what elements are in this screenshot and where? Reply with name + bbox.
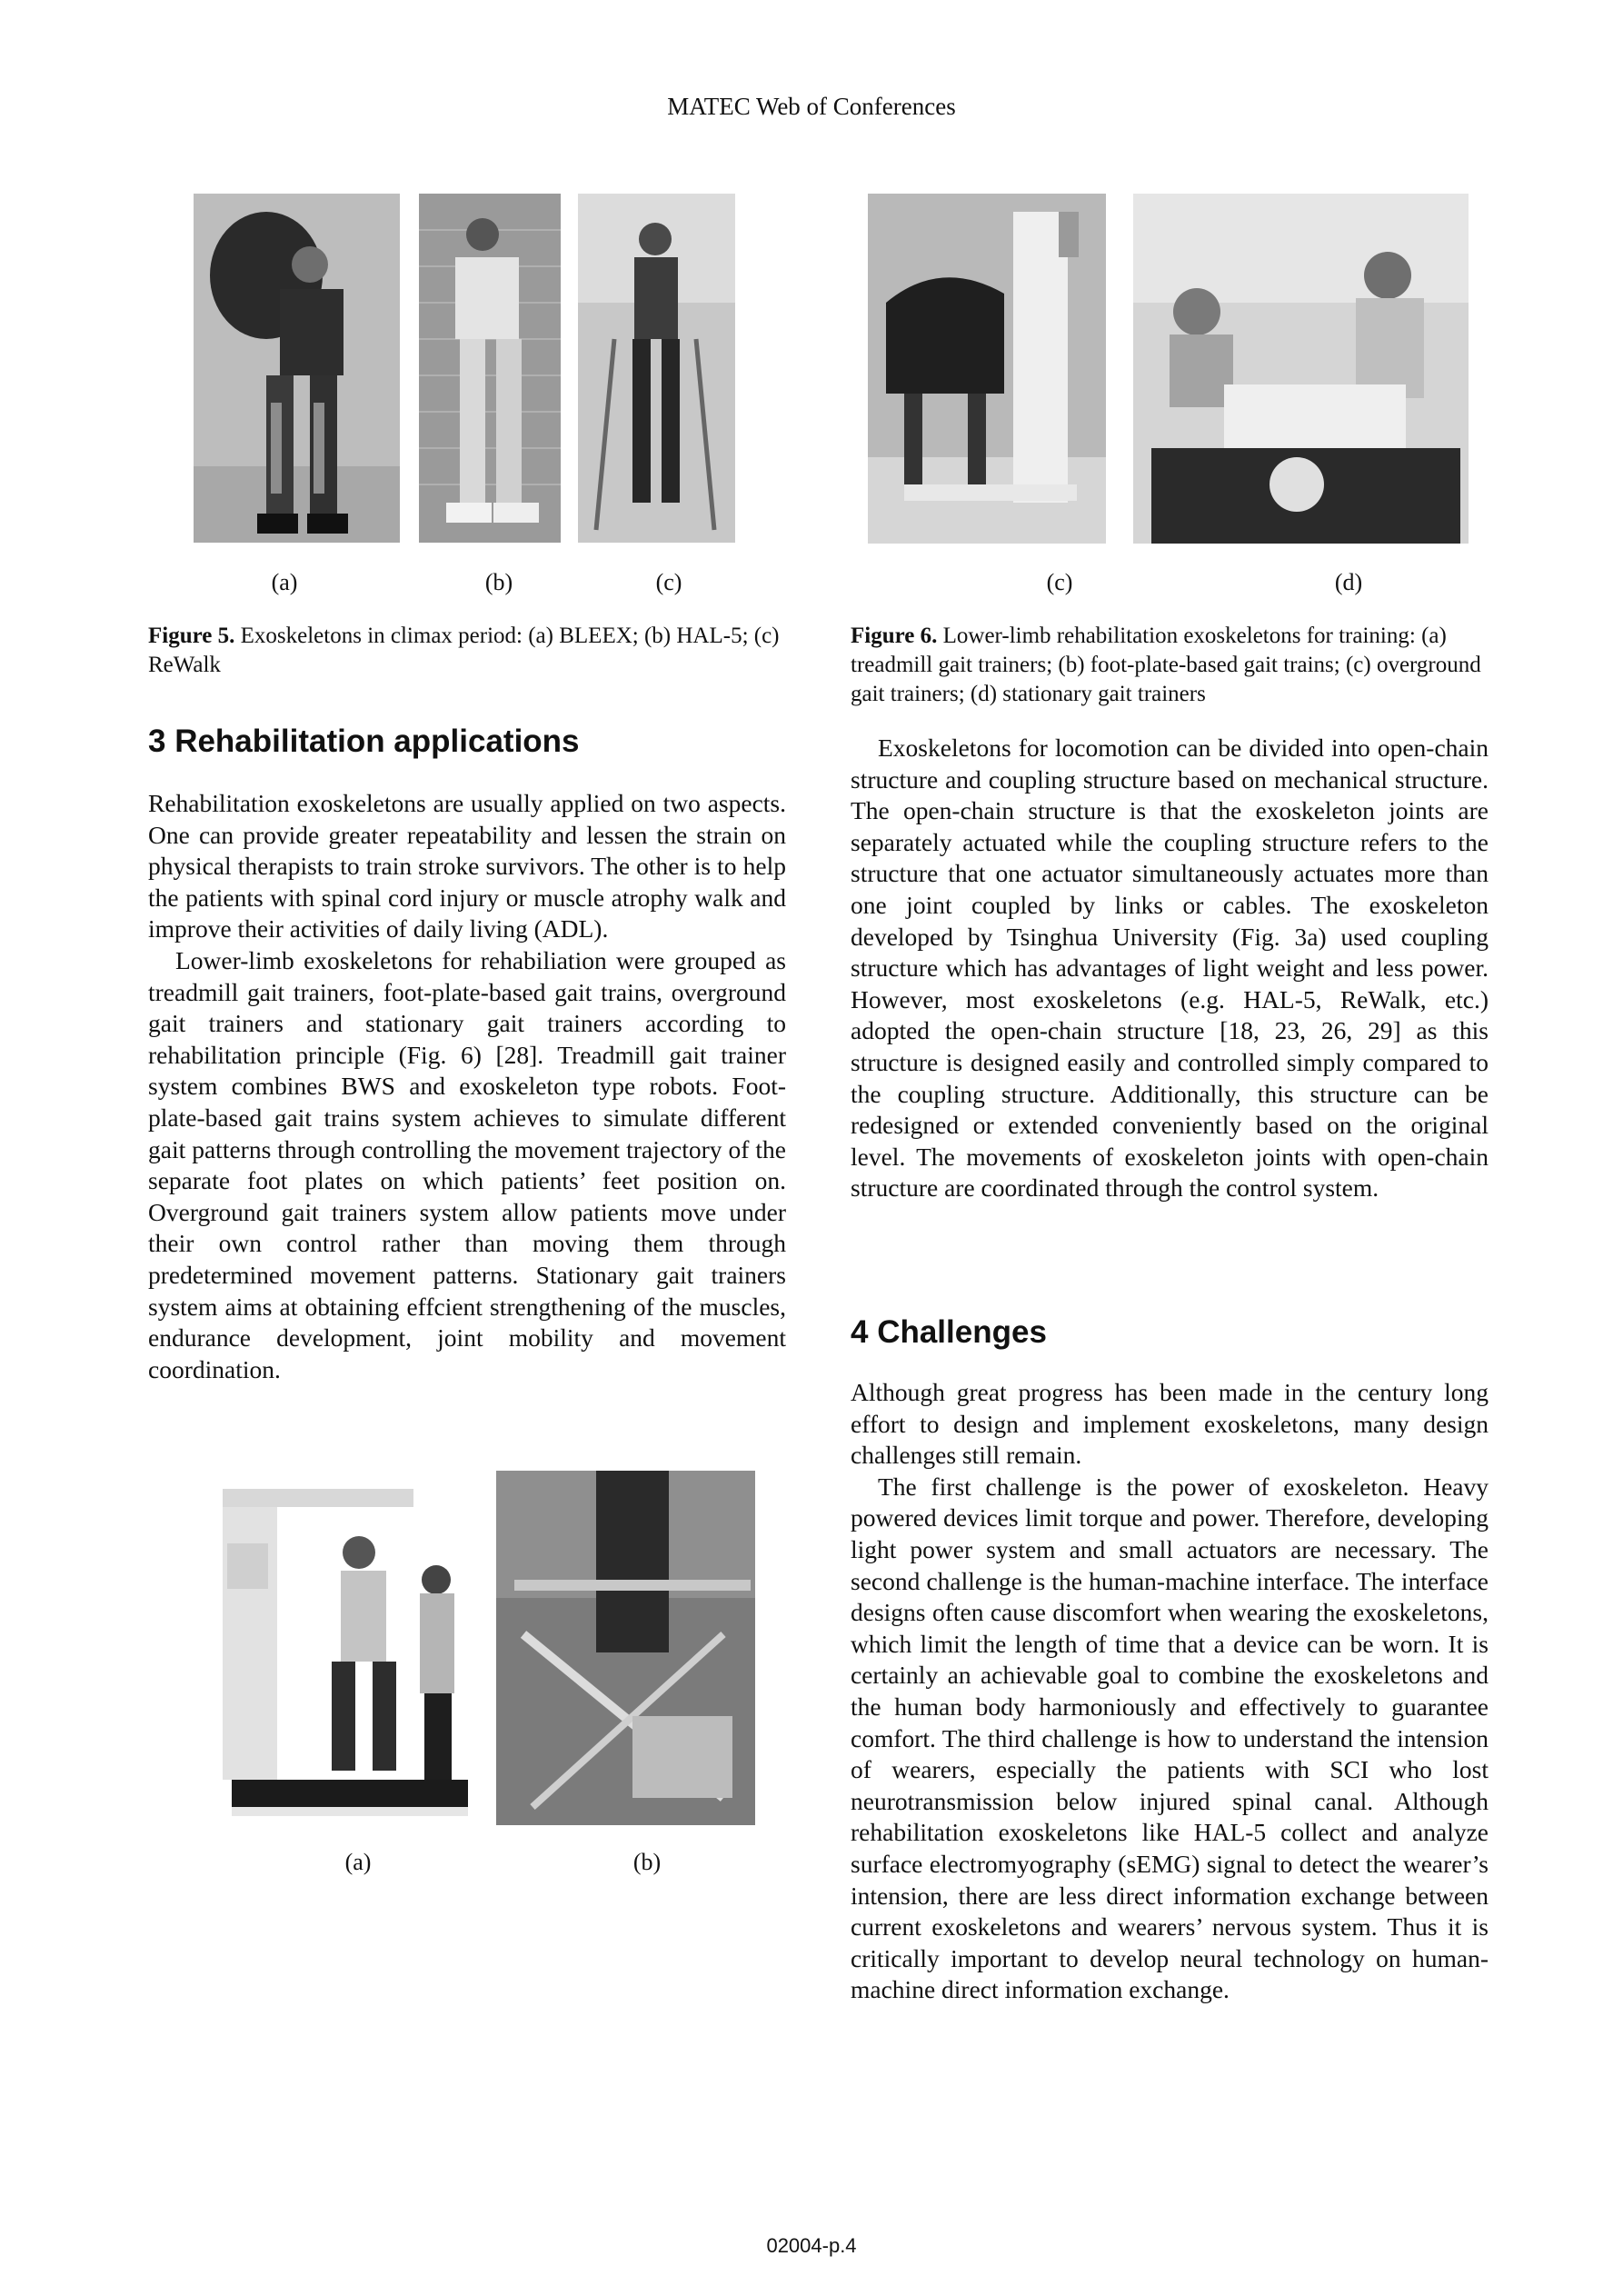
figure-photo-b-footplate bbox=[496, 1471, 755, 1825]
section4-paragraph-1: Although great progress has been made in the century long effort to design and implement exoskeletons, many design challenges still remain. bbox=[851, 1378, 1489, 1470]
figure6-caption-label: Figure 6. bbox=[851, 624, 938, 648]
figure7-label-a: (a) bbox=[344, 1849, 372, 1875]
figure5-photo-c-rewalk bbox=[578, 194, 735, 543]
figure5-label-a: (a) bbox=[271, 569, 298, 595]
figure6-caption bbox=[851, 622, 1487, 709]
section4-heading: 4 Challenges bbox=[851, 1314, 1047, 1350]
figure6-photo-c-overground bbox=[868, 194, 1106, 544]
figure5-caption bbox=[148, 622, 784, 680]
section3-body-right bbox=[851, 733, 1489, 1204]
figure7-label-b: (b) bbox=[632, 1849, 662, 1875]
section4-body bbox=[851, 1377, 1489, 2006]
figure6-label-c: (c) bbox=[1046, 569, 1073, 595]
figure5-label-b: (b) bbox=[484, 569, 513, 595]
figure-photo-a-treadmill bbox=[186, 1471, 484, 1825]
section3-paragraph-3: Exoskeletons for locomotion can be divided into open-chain structure and coupling structure based on mechanical structure. The open-chain structure is that the exoskeleton joints are separately actuated while the coupling structure refers to the structure that one actuator simultaneously actuates more than one joint coupled by links or cables. The exoskeleton developed by Tsinghua University (Fig. 3a) used coupling structure which has advantages of light weight and less power. However, most exoskeletons (e.g. HAL-5, ReWalk, etc.) adopted the open-chain structure [18, 23, 26, 29] as this structure is designed easily and controlled simply compared to the coupling structure. Additionally, this structure can be redesigned or extended conveniently based on the original level. The movements of exoskeleton joints with open-chain structure are coordinated through the control system. bbox=[851, 734, 1489, 1203]
figure5-photo-a-bleex bbox=[194, 194, 400, 543]
figure5-caption-label: Figure 5. bbox=[148, 624, 235, 648]
running-header: MATEC Web of Conferences bbox=[667, 93, 956, 120]
figure6-photo-d-stationary bbox=[1133, 194, 1469, 544]
section4-paragraph-2: The first challenge is the power of exoskeleton. Heavy powered devices limit torque and power. Therefore, developing light power system and small actuators are necessary. The second challenge is the human-machine interface. The interface designs often cause discomfort when wearing the exoskeletons, which limit the length of time that a device can be worn. It is certainly an achievable goal to combine the exoskeletons and the human body harmoniously and effectively to guarantee comfort. The third challenge is how to understand the intension of wearers, especially the patients with SCI who lost neurotransmission below injured spinal canal. Although rehabilitation exoskeletons like HAL-5 collect and analyze surface electromyography (sEMG) signal to detect the wearer’s intension, there are less direct information exchange between current exoskeletons and wearers’ nervous system. Thus it is critically important to develop neural technology on human-machine direct information exchange. bbox=[851, 1472, 1489, 2004]
page-number: 02004-p.4 bbox=[766, 2234, 857, 2257]
section3-paragraph-2: Lower-limb exoskeletons for rehabiliation were grouped as treadmill gait trainers, foot-plate-based gait trains, overground gait trainers and stationary gait trainers according to rehabilitation principle (Fig. 6) [28]. Treadmill gait trainer system combines BWS and exoskeleton type robots. Foot- plate-based gait trains system achieves to simulate different gait patterns through controlling the movement trajectory of the separate foot plates on which patients’ feet position on. Overground gait trainers system allow patients move under their own control rather than moving them through predetermined movement patterns. Stationary gait trainers system aims at obtaining effcient strengthening of the muscles, endurance development, joint mobility and movement coordination. bbox=[148, 945, 786, 1383]
section3-body-left bbox=[148, 788, 786, 1385]
figure5-photo-b-hal5 bbox=[419, 194, 561, 543]
figure6-caption-text: Lower-limb rehabilitation exoskeletons for training: (a) treadmill gait trainers; (b) foot-plate-based gait trains; (c) overground gait trainers; (d) stationary gait trainers bbox=[851, 624, 1481, 706]
figure6-label-d: (d) bbox=[1334, 569, 1363, 595]
section3-paragraph-1: Rehabilitation exoskeletons are usually applied on two aspects. One can provide greater repeatability and lessen the strain on physical therapists to train stroke survivors. The other is to help the patients with spinal cord injury or muscle atrophy walk and improve their activities of daily living (ADL). bbox=[148, 789, 786, 943]
section3-heading: 3 Rehabilitation applications bbox=[148, 724, 580, 759]
figure5-label-c: (c) bbox=[655, 569, 682, 595]
figure5-caption-text: Exoskeletons in climax period: (a) BLEEX; (b) HAL-5; (c) ReWalk bbox=[148, 624, 780, 677]
